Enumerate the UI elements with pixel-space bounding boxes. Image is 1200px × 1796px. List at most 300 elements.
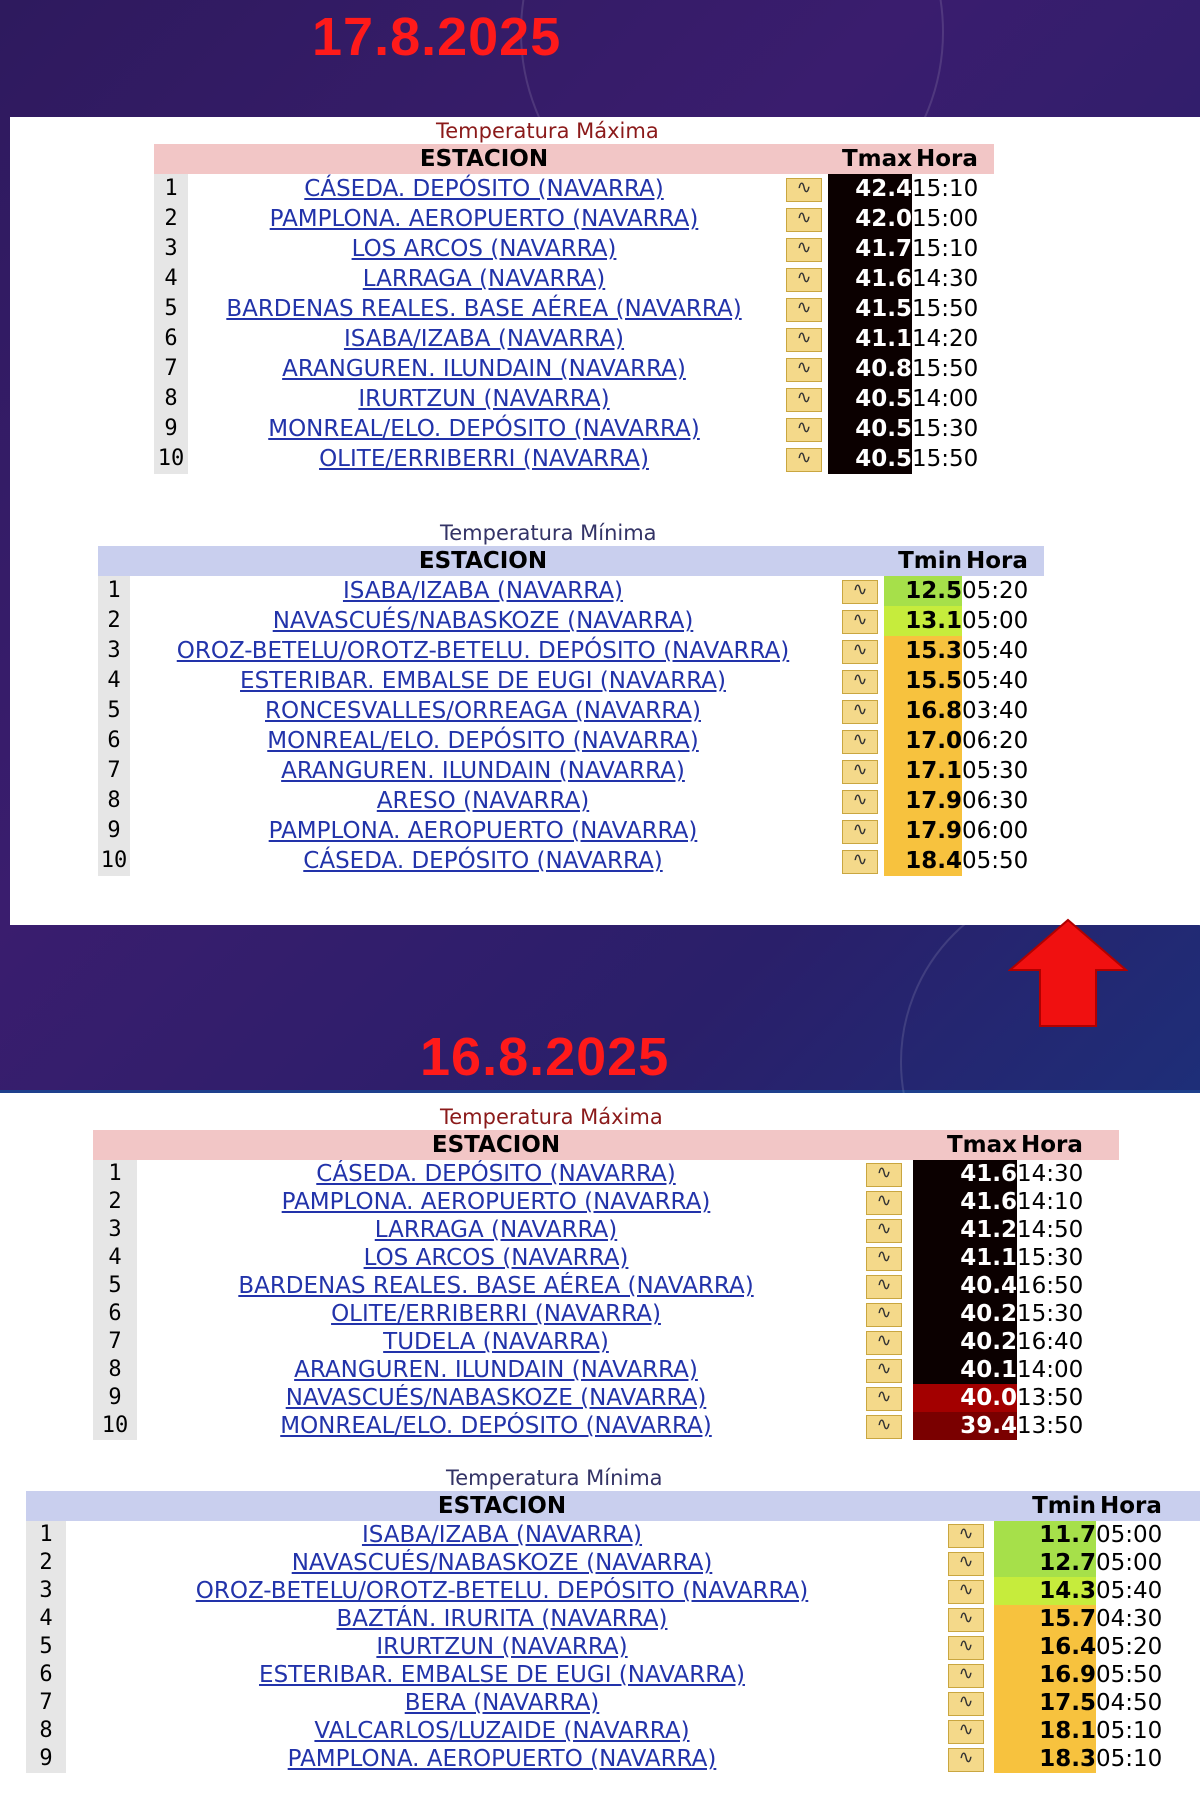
wave-graph-icon[interactable]: ∿ [842,760,878,784]
station-cell [188,444,780,474]
table-row [154,354,994,384]
table-row [93,1356,1119,1384]
table-row [154,414,994,444]
table-header [26,1491,1200,1521]
graph-cell [855,1300,913,1328]
station-link[interactable]: LARRAGA (NAVARRA) [362,266,606,292]
table-row [26,1689,1200,1717]
rank-number: 3 [154,234,188,264]
table-max-day1 [154,144,994,474]
wave-graph-icon[interactable]: ∿ [786,328,822,352]
table-row [98,816,1044,846]
table-row [26,1633,1200,1661]
rank-number: 5 [154,294,188,324]
table-row [93,1384,1119,1412]
station-link[interactable]: OROZ-BETELU/OROTZ-BETELU. DEPÓSITO (NAVARRA) [195,1578,809,1604]
rank-number: 10 [154,444,188,474]
wave-graph-icon[interactable]: ∿ [866,1303,902,1327]
graph-cell [855,1160,913,1188]
temperature-value: 18.1 [994,1717,1096,1745]
table-header [93,1130,1119,1160]
wave-graph-icon[interactable]: ∿ [948,1552,984,1576]
station-link[interactable]: ARANGUREN. ILUNDAIN (NAVARRA) [281,758,685,784]
temperature-value: 17.0 [884,726,962,756]
table-row [93,1160,1119,1188]
table-row [98,606,1044,636]
wave-graph-icon[interactable]: ∿ [866,1387,902,1411]
station-link[interactable]: BARDENAS REALES. BASE AÉREA (NAVARRA) [226,296,742,322]
station-cell [66,1577,938,1605]
temperature-value: 39.4 [913,1412,1017,1440]
station-link[interactable]: ARANGUREN. ILUNDAIN (NAVARRA) [294,1357,698,1383]
rank-number: 9 [93,1384,137,1412]
hour-value: 06:20 [962,728,1029,754]
station-cell [137,1188,855,1216]
station-cell [188,324,780,354]
station-link[interactable]: IRURTZUN (NAVARRA) [358,386,610,412]
wave-graph-icon[interactable]: ∿ [842,610,878,634]
wave-graph-icon[interactable]: ∿ [842,850,878,874]
wave-graph-icon[interactable]: ∿ [866,1331,902,1355]
wave-graph-icon[interactable]: ∿ [948,1720,984,1744]
hour-value: 14:20 [912,326,979,352]
wave-graph-icon[interactable]: ∿ [866,1191,902,1215]
station-link[interactable]: LARRAGA (NAVARRA) [374,1217,618,1243]
station-link[interactable]: OLITE/ERRIBERRI (NAVARRA) [331,1301,661,1327]
station-cell [66,1633,938,1661]
wave-graph-icon[interactable]: ∿ [842,700,878,724]
wave-graph-icon[interactable]: ∿ [866,1415,902,1439]
rank-number: 6 [93,1300,137,1328]
table-row [154,294,994,324]
table-row [98,726,1044,756]
hour-value: 14:30 [912,266,979,292]
graph-cell [780,414,828,444]
graph-cell [780,174,828,204]
hour-value: 05:50 [962,848,1029,874]
panel-day1 [10,117,1200,925]
graph-cell [836,576,884,606]
rank-number: 1 [93,1160,137,1188]
rank-number: 8 [93,1356,137,1384]
station-link[interactable]: NAVASCUÉS/NABASKOZE (NAVARRA) [291,1550,713,1576]
rank-number: 2 [26,1549,66,1577]
wave-graph-icon[interactable]: ∿ [948,1748,984,1772]
temperature-value: 40.1 [913,1356,1017,1384]
temperature-value: 16.8 [884,696,962,726]
hour-value: 15:50 [912,446,979,472]
rank-number: 6 [26,1661,66,1689]
station-cell [130,756,836,786]
rank-number: 8 [26,1717,66,1745]
temperature-value: 15.7 [994,1605,1096,1633]
rank-number: 4 [93,1244,137,1272]
temperature-value: 12.7 [994,1549,1096,1577]
station-link[interactable]: NAVASCUÉS/NABASKOZE (NAVARRA) [272,608,694,634]
rank-number: 7 [154,354,188,384]
graph-cell [938,1717,994,1745]
graph-cell [938,1689,994,1717]
hour-value: 04:30 [1096,1606,1163,1632]
hour-value: 15:10 [912,236,979,262]
header-value: Tmin [994,1491,1096,1521]
temperature-value: 11.7 [994,1521,1096,1549]
temperature-value: 18.3 [994,1745,1096,1773]
station-cell [188,174,780,204]
table-min-day2 [26,1491,1200,1773]
hour-value: 05:40 [962,668,1029,694]
table-row [93,1188,1119,1216]
graph-cell [938,1633,994,1661]
table-row [93,1244,1119,1272]
temperature-value: 17.9 [884,816,962,846]
graph-cell [855,1328,913,1356]
station-cell [130,816,836,846]
graph-cell [855,1384,913,1412]
rank-number: 1 [98,576,130,606]
wave-graph-icon[interactable]: ∿ [842,790,878,814]
wave-graph-icon[interactable]: ∿ [842,670,878,694]
temperature-value: 40.4 [913,1272,1017,1300]
graph-cell [938,1605,994,1633]
hour-value: 15:30 [1017,1301,1084,1327]
hour-value: 15:30 [912,416,979,442]
temperature-value: 17.5 [994,1689,1096,1717]
station-link[interactable]: ISABA/IZABA (NAVARRA) [342,578,624,604]
table-row [93,1412,1119,1440]
hour-value: 05:10 [1096,1718,1163,1744]
header-time: Hora [1096,1491,1200,1521]
station-link[interactable]: BAZTÁN. IRURITA (NAVARRA) [336,1606,668,1632]
rank-number: 5 [98,696,130,726]
temperature-value: 40.5 [828,444,912,474]
hour-value: 05:10 [1096,1746,1163,1772]
wave-graph-icon[interactable]: ∿ [786,238,822,262]
table-row [26,1577,1200,1605]
station-cell [137,1160,855,1188]
station-cell [130,666,836,696]
temperature-value: 16.9 [994,1661,1096,1689]
wave-graph-icon[interactable]: ∿ [786,358,822,382]
station-link[interactable]: ISABA/IZABA (NAVARRA) [343,326,625,352]
temperature-value: 42.0 [828,204,912,234]
station-link[interactable]: ESTERIBAR. EMBALSE DE EUGI (NAVARRA) [240,668,726,694]
station-link[interactable]: CÁSEDA. DEPÓSITO (NAVARRA) [304,176,664,202]
rank-number: 3 [98,636,130,666]
table-max-day2 [93,1130,1119,1440]
table-row [154,174,994,204]
wave-graph-icon[interactable]: ∿ [948,1524,984,1548]
hour-value: 16:40 [1017,1329,1084,1355]
graph-cell [836,696,884,726]
wave-graph-icon[interactable]: ∿ [786,448,822,472]
wave-graph-icon[interactable]: ∿ [866,1359,902,1383]
graph-cell [938,1577,994,1605]
temperature-value: 15.3 [884,636,962,666]
station-cell [130,726,836,756]
station-cell [188,354,780,384]
hour-value: 13:50 [1017,1413,1084,1439]
caption-max-day2: Temperatura Máxima [440,1105,663,1129]
wave-graph-icon[interactable]: ∿ [948,1580,984,1604]
table-body [154,174,994,474]
station-link[interactable]: MONREAL/ELO. DEPÓSITO (NAVARRA) [268,416,700,442]
station-cell [137,1272,855,1300]
wave-graph-icon[interactable]: ∿ [866,1247,902,1271]
station-link[interactable]: PAMPLONA. AEROPUERTO (NAVARRA) [281,1189,711,1215]
hour-value: 06:00 [962,818,1029,844]
table-header [98,546,1044,576]
station-cell [130,576,836,606]
temperature-value: 18.4 [884,846,962,876]
wave-graph-icon[interactable]: ∿ [786,298,822,322]
station-link[interactable]: PAMPLONA. AEROPUERTO (NAVARRA) [268,818,698,844]
rank-number: 1 [26,1521,66,1549]
wave-graph-icon[interactable]: ∿ [842,640,878,664]
station-link[interactable]: TUDELA (NAVARRA) [383,1329,609,1355]
temperature-value: 16.4 [994,1633,1096,1661]
header-station: ESTACION [130,546,836,576]
graph-cell [780,384,828,414]
station-cell [66,1661,938,1689]
temperature-value: 41.1 [828,324,912,354]
graph-cell [780,324,828,354]
station-cell [137,1300,855,1328]
graph-cell [780,444,828,474]
graph-cell [855,1188,913,1216]
graph-cell [855,1272,913,1300]
station-cell [66,1549,938,1577]
temperature-value: 14.3 [994,1577,1096,1605]
rank-number: 5 [93,1272,137,1300]
station-link[interactable]: LOS ARCOS (NAVARRA) [351,236,617,262]
hour-value: 15:10 [912,176,979,202]
station-cell [188,204,780,234]
station-link[interactable]: BERA (NAVARRA) [404,1690,600,1716]
temperature-value: 13.1 [884,606,962,636]
hour-value: 14:10 [1017,1189,1084,1215]
wave-graph-icon[interactable]: ∿ [786,208,822,232]
rank-number: 3 [93,1216,137,1244]
graph-cell [836,666,884,696]
header-station: ESTACION [137,1130,855,1160]
table-row [154,384,994,414]
station-link[interactable]: ARANGUREN. ILUNDAIN (NAVARRA) [282,356,686,382]
rank-number: 10 [98,846,130,876]
temperature-value: 41.2 [913,1216,1017,1244]
table-row [154,444,994,474]
hour-value: 05:30 [962,758,1029,784]
station-link[interactable]: CÁSEDA. DEPÓSITO (NAVARRA) [303,848,663,874]
wave-graph-icon[interactable]: ∿ [948,1692,984,1716]
header-value: Tmin [884,546,962,576]
temperature-value: 41.5 [828,294,912,324]
table-row [98,636,1044,666]
graph-cell [938,1521,994,1549]
rank-number: 4 [98,666,130,696]
station-link[interactable]: OROZ-BETELU/OROTZ-BETELU. DEPÓSITO (NAVARRA) [176,638,790,664]
station-link[interactable]: IRURTZUN (NAVARRA) [376,1634,628,1660]
table-header [154,144,994,174]
station-cell [130,606,836,636]
hour-value: 15:50 [912,356,979,382]
station-link[interactable]: OLITE/ERRIBERRI (NAVARRA) [319,446,649,472]
header-value: Tmax [828,144,912,174]
temperature-value: 17.1 [884,756,962,786]
station-link[interactable]: VALCARLOS/LUZAIDE (NAVARRA) [314,1718,690,1744]
rank-number: 10 [93,1412,137,1440]
wave-graph-icon[interactable]: ∿ [842,820,878,844]
rank-number: 6 [98,726,130,756]
wave-graph-icon[interactable]: ∿ [786,388,822,412]
rank-number: 3 [26,1577,66,1605]
station-link[interactable]: BARDENAS REALES. BASE AÉREA (NAVARRA) [238,1273,754,1299]
station-link[interactable]: MONREAL/ELO. DEPÓSITO (NAVARRA) [280,1413,712,1439]
temperature-value: 41.1 [913,1244,1017,1272]
rank-number: 7 [93,1328,137,1356]
temperature-value: 40.2 [913,1300,1017,1328]
table-row [98,576,1044,606]
graph-cell [780,354,828,384]
rank-number: 8 [98,786,130,816]
temperature-value: 12.5 [884,576,962,606]
wave-graph-icon[interactable]: ∿ [786,178,822,202]
rank-number: 5 [26,1633,66,1661]
hour-value: 05:20 [962,578,1029,604]
graph-cell [836,726,884,756]
date-title-day2: 16.8.2025 [420,1027,670,1087]
temperature-value: 42.4 [828,174,912,204]
hour-value: 05:40 [1096,1578,1163,1604]
caption-min-day2: Temperatura Mínima [446,1466,663,1490]
temperature-value: 17.9 [884,786,962,816]
temperature-value: 40.0 [913,1384,1017,1412]
hour-value: 15:00 [912,206,979,232]
header-time: Hora [962,546,1044,576]
table-row [154,264,994,294]
wave-graph-icon[interactable]: ∿ [866,1163,902,1187]
table-row [26,1661,1200,1689]
header-station: ESTACION [188,144,780,174]
graph-cell [836,636,884,666]
table-body [93,1160,1119,1440]
wave-graph-icon[interactable]: ∿ [948,1608,984,1632]
wave-graph-icon[interactable]: ∿ [948,1664,984,1688]
wave-graph-icon[interactable]: ∿ [866,1275,902,1299]
rank-number: 7 [98,756,130,786]
graph-cell [780,294,828,324]
station-link[interactable]: NAVASCUÉS/NABASKOZE (NAVARRA) [285,1385,707,1411]
wave-graph-icon[interactable]: ∿ [842,580,878,604]
graph-cell [855,1216,913,1244]
hour-value: 04:50 [1096,1690,1163,1716]
wave-graph-icon[interactable]: ∿ [842,730,878,754]
table-row [154,204,994,234]
wave-graph-icon[interactable]: ∿ [866,1219,902,1243]
rank-number: 7 [26,1689,66,1717]
station-cell [137,1412,855,1440]
station-cell [130,696,836,726]
station-link[interactable]: RONCESVALLES/ORREAGA (NAVARRA) [265,698,701,724]
hour-value: 06:30 [962,788,1029,814]
rank-number: 4 [154,264,188,294]
station-link[interactable]: PAMPLONA. AEROPUERTO (NAVARRA) [269,206,699,232]
station-cell [66,1745,938,1773]
header-station: ESTACION [66,1491,938,1521]
station-cell [188,384,780,414]
graph-cell [855,1244,913,1272]
hour-value: 14:30 [1017,1161,1084,1187]
table-row [98,786,1044,816]
station-link[interactable]: LOS ARCOS (NAVARRA) [363,1245,629,1271]
rank-number: 9 [154,414,188,444]
hour-value: 13:50 [1017,1385,1084,1411]
rank-number: 2 [154,204,188,234]
graph-cell [836,606,884,636]
station-cell [137,1384,855,1412]
station-cell [130,846,836,876]
caption-min-day1: Temperatura Mínima [440,521,657,545]
station-link[interactable]: ESTERIBAR. EMBALSE DE EUGI (NAVARRA) [259,1662,745,1688]
graph-cell [938,1661,994,1689]
station-cell [137,1328,855,1356]
rank-number: 2 [93,1188,137,1216]
table-row [26,1717,1200,1745]
rank-number: 6 [154,324,188,354]
graph-cell [780,234,828,264]
table-row [93,1216,1119,1244]
red-up-arrow-icon [1008,918,1128,1028]
table-body [26,1521,1200,1773]
station-cell [66,1521,938,1549]
temperature-value: 41.6 [828,264,912,294]
hour-value: 05:20 [1096,1634,1163,1660]
hour-value: 14:00 [912,386,979,412]
graph-cell [836,786,884,816]
graph-cell [780,264,828,294]
table-row [98,846,1044,876]
station-cell [66,1717,938,1745]
table-row [26,1745,1200,1773]
date-title-day1: 17.8.2025 [312,7,562,67]
wave-graph-icon[interactable]: ∿ [786,268,822,292]
graph-cell [938,1549,994,1577]
wave-graph-icon[interactable]: ∿ [786,418,822,442]
hour-value: 05:50 [1096,1662,1163,1688]
station-link[interactable]: MONREAL/ELO. DEPÓSITO (NAVARRA) [267,728,699,754]
table-row [93,1328,1119,1356]
graph-cell [836,846,884,876]
caption-max-day1: Temperatura Máxima [436,119,659,143]
station-cell [188,414,780,444]
station-cell [137,1216,855,1244]
table-min-day1 [98,546,1044,876]
station-link[interactable]: ISABA/IZABA (NAVARRA) [361,1522,643,1548]
station-cell [130,786,836,816]
station-link[interactable]: PAMPLONA. AEROPUERTO (NAVARRA) [287,1746,717,1772]
table-row [154,324,994,354]
station-cell [137,1244,855,1272]
station-link[interactable]: ARESO (NAVARRA) [376,788,590,814]
station-cell [188,264,780,294]
wave-graph-icon[interactable]: ∿ [948,1636,984,1660]
temperature-value: 40.2 [913,1328,1017,1356]
hour-value: 05:40 [962,638,1029,664]
rank-number: 8 [154,384,188,414]
panel-day2 [0,1093,1200,1796]
hour-value: 05:00 [962,608,1029,634]
station-link[interactable]: CÁSEDA. DEPÓSITO (NAVARRA) [316,1161,676,1187]
